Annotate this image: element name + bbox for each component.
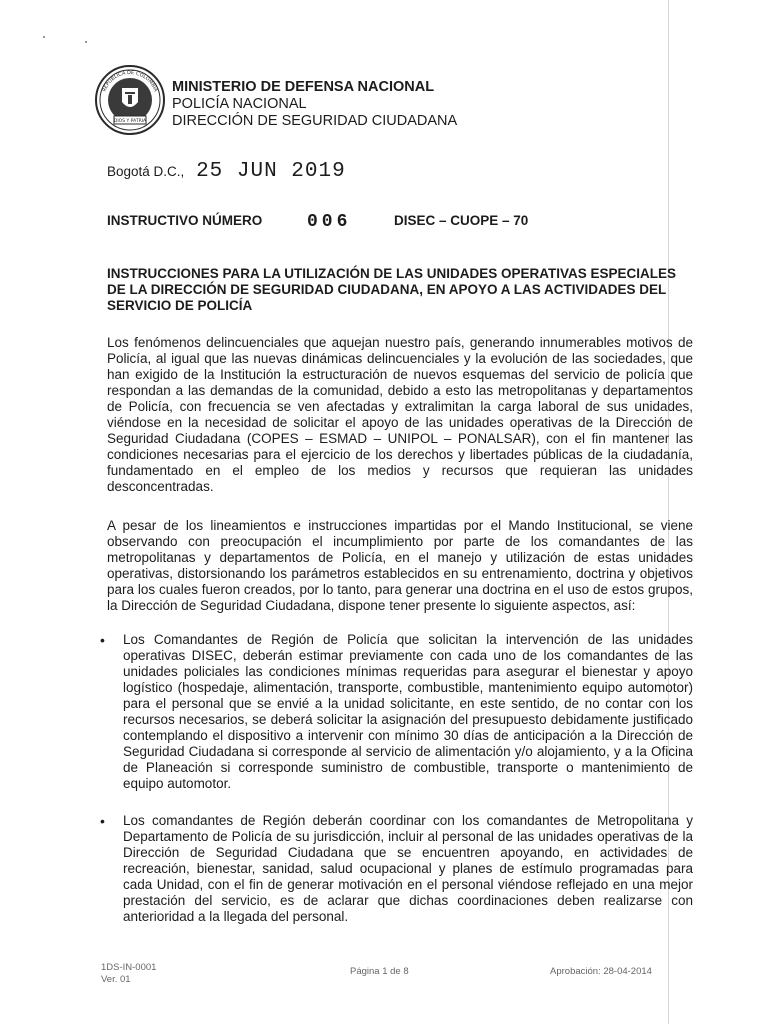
footer-approval-date: Aprobación: 28-04-2014 (550, 966, 652, 977)
city-label: Bogotá D.C., (107, 164, 185, 179)
body-paragraph: Los fenómenos delincuenciales que aquejan nuestro país, generando innumerables motivos de Policía, al igual que las nuevas dinámicas delincuenciales y la evolución de las sociedades, que han exigido de la Institución la estructuración de nuevos esquemas del servicio de policía que respondan a las demandas de la comunidad, debido a esto las metropolitanas y departamentos de Policía, con frecuencia se ven afectadas y extralimitan la carga laboral de sus unidades, viéndose en la necesidad de solicitar el apoyo de las unidades operativas de la Dirección de Seguridad Ciudadana (COPES – ESMAD – UNIPOL – PONALSAR), con el fin mantener las condiciones necesarias para el ejercicio de los derechos y libertades públicas de la ciudadanía, fundamentado en el empleo de los medios y recursos que requieran las unidades desconcentradas. (107, 335, 693, 494)
institution-header (172, 79, 457, 130)
svg-text:REPUBLICA DE COLOMBIA: REPUBLICA DE COLOMBIA (101, 69, 159, 93)
police-seal-icon (94, 64, 166, 136)
bullet-item: Los Comandantes de Región de Policía que solicitan la intervención de las unidades operativas DISEC, deberán estimar previamente con cada uno de los comandantes de las unidades policiales las condiciones mínimas requeridas para asegurar el bienestar y apoyo logístico (hospedaje, alimentación, transporte, combustible, mantenimiento equipo automotor) para el personal que se envié a la unidad solicitante, en este sentido, de no contar con los recursos necesarios, se deberá solicitar la asignación del presupuesto debidamente justificado contemplando el dispositivo a intervenir con mínimo 30 días de anticipación a la Dirección de Seguridad Ciudadana si corresponde al servicio de alimentación y/o alojamiento, y a la Oficina de Planeación si corresponde suministro de combustible, transporte o mantenimiento de equipo automotor. (123, 632, 693, 791)
ministry-name: MINISTERIO DE DEFENSA NACIONAL (172, 79, 435, 95)
instructivo-code: DISEC – CUOPE – 70 (394, 213, 529, 228)
document-subject: INSTRUCCIONES PARA LA UTILIZACIÓN DE LAS UNIDADES OPERATIVAS ESPECIALES DE LA DIRECCIÓN DE SEGURIDAD CIUDADANA, EN APOYO A LAS ACTIVIDADES DEL SERVICIO DE POLICÍA (107, 266, 677, 313)
directorate-name: DIRECCIÓN DE SEGURIDAD CIUDADANA (172, 113, 458, 129)
bullet-point-icon: • (100, 632, 105, 648)
body-paragraph: A pesar de los lineamientos e instrucciones impartidas por el Mando Institucional, se viene observando con preocupación el incumplimiento por parte de los comandantes de las metropolitanas y departamentos de Policía, en el manejo y utilización de estas unidades operativas, distorsionando los parámetros establecidos en su entrenamiento, doctrina y objetivos para los cuales fueron creados, por lo tanto, para generar una doctrina en el uso de estos grupos, la Dirección de Seguridad Ciudadana, dispone tener presente lo siguiente aspectos, así: (107, 518, 693, 613)
instructivo-label: INSTRUCTIVO NÚMERO (107, 213, 263, 228)
footer-page-number: Página 1 de 8 (350, 966, 409, 977)
scan-speck (85, 41, 87, 43)
footer-code: 1DS-IN-0001 (101, 962, 157, 973)
svg-text:DIOS Y PATRIA: DIOS Y PATRIA (113, 119, 147, 124)
bullet-point-icon: • (100, 813, 105, 829)
police-name: POLICÍA NACIONAL (172, 96, 307, 112)
bullet-item: Los comandantes de Región deberán coordinar con los comandantes de Metropolitana y Departamento de Policía de su jurisdicción, incluir al personal de las unidades operativas de la Dirección de Seguridad Ciudadana que se encuentren apoyando, en actividades de recreación, bienestar, sanidad, salud ocupacional y planes de estímulo programadas para cada Unidad, con el fin de generar motivación en el personal viéndose reflejado en una mejor prestación del servicio, es de aclarar que dichas coordinaciones deben realizarse con anterioridad a la llegada del personal. (123, 813, 693, 924)
scan-speck (43, 36, 45, 38)
date-line (107, 160, 346, 183)
date-stamp: 25 JUN 2019 (196, 160, 346, 183)
footer-version: Ver. 01 (101, 974, 131, 985)
instructivo-number: 006 (307, 212, 352, 232)
instructivo-line (107, 213, 667, 235)
footer-doc-code (101, 962, 156, 986)
